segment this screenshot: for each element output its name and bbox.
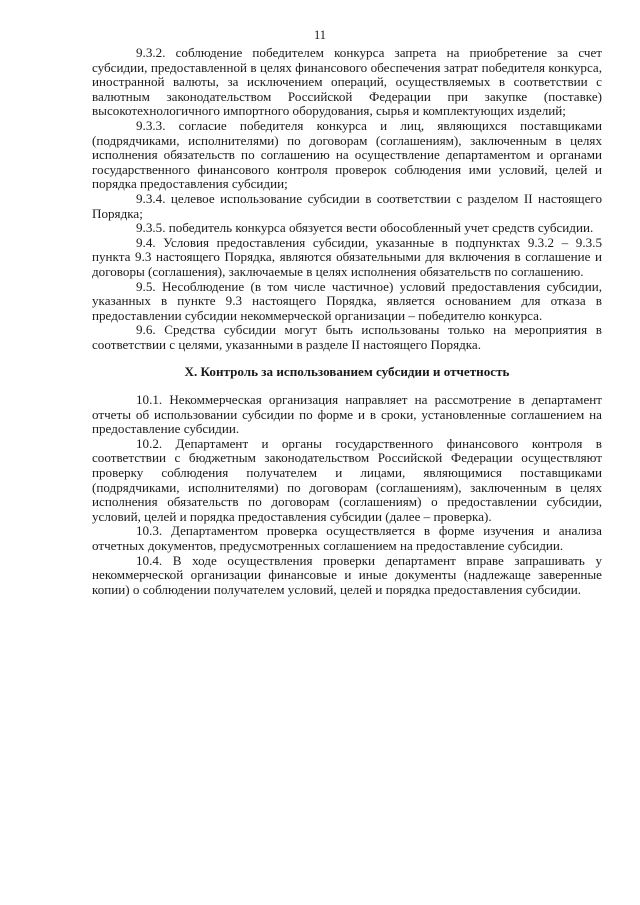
paragraph-9-6: 9.6. Средства субсидии могут быть использованы только на мероприятия в соответствии с целями, указанными в разделе II настоящего Порядка. bbox=[92, 322, 602, 352]
paragraph-9-3-3: 9.3.3. согласие победителя конкурса и лиц, являющихся поставщиками (подрядчиками, исполнителями) по договорам (соглашениям), заключенным в целях исполнения обязательств по соглашению на осуществление департаментом и органами государственного финансового контроля проверок соблюдения ими условий, целей и порядка предоставления субсидии; bbox=[92, 117, 602, 192]
document-body bbox=[92, 46, 602, 597]
page-number: 11 bbox=[313, 28, 327, 42]
paragraph-9-5: 9.5. Несоблюдение (в том числе частичное) условий предоставления субсидии, указанных в пункте 9.3 настоящего Порядка, является основанием для отказа в предоставлении субсидии некоммерческой организации – победителю конкурса. bbox=[92, 278, 602, 323]
paragraph-9-3-2: 9.3.2. соблюдение победителем конкурса запрета на приобретение за счет субсидии, предоставленной в целях финансового обеспечения затрат победителя конкурса, иностранной валюты, за исключением операций, осуществляемых в соответствии с валютным законодательством Российской Федерации при закупке (поставке) высокотехнологичного импортного оборудования, сырья и комплектующих изделий; bbox=[92, 45, 602, 119]
paragraph-9-4: 9.4. Условия предоставления субсидии, указанные в подпунктах 9.3.2 – 9.3.5 пункта 9.3 настоящего Порядка, являются обязательными для включения в соглашение и договоры (соглашения), заключаемые в целях исполнения обязательств по соглашению. bbox=[92, 234, 602, 279]
paragraph-10-4: 10.4. В ходе осуществления проверки департамент вправе запрашивать у некоммерческой организации финансовые и иные документы (надлежаще заверенные копии) о соблюдении получателем условий, целей и порядка предоставления субсидии. bbox=[92, 552, 602, 597]
paragraph-10-2: 10.2. Департамент и органы государственного финансового контроля в соответствии с бюджетным законодательством Российской Федерации осуществляют проверку соблюдения получателем и лицами, являющимися поставщиками (подрядчиками, исполнителями) по договорам (соглашениям), заключенным в целях исполнения обязательств по договорам (соглашениям) о предоставлении субсидии, условий, целей и порядка предоставления субсидии (далее – проверка). bbox=[92, 435, 602, 524]
section-heading: X. Контроль за использованием субсидии и отчетность bbox=[184, 364, 510, 380]
paragraph-10-1: 10.1. Некоммерческая организация направляет на рассмотрение в департамент отчеты об использовании субсидии по форме и в сроки, установленные соглашением на предоставление субсидии. bbox=[92, 392, 602, 437]
paragraph-10-3: 10.3. Департаментом проверка осуществляется в форме изучения и анализа отчетных документов, предусмотренных соглашением на предоставление субсидии. bbox=[92, 523, 602, 553]
paragraph-9-3-4: 9.3.4. целевое использование субсидии в соответствии с разделом II настоящего Порядка; bbox=[92, 190, 602, 221]
paragraph-9-3-5: 9.3.5. победитель конкурса обязуется вести обособленный учет средств субсидии. bbox=[136, 220, 594, 236]
